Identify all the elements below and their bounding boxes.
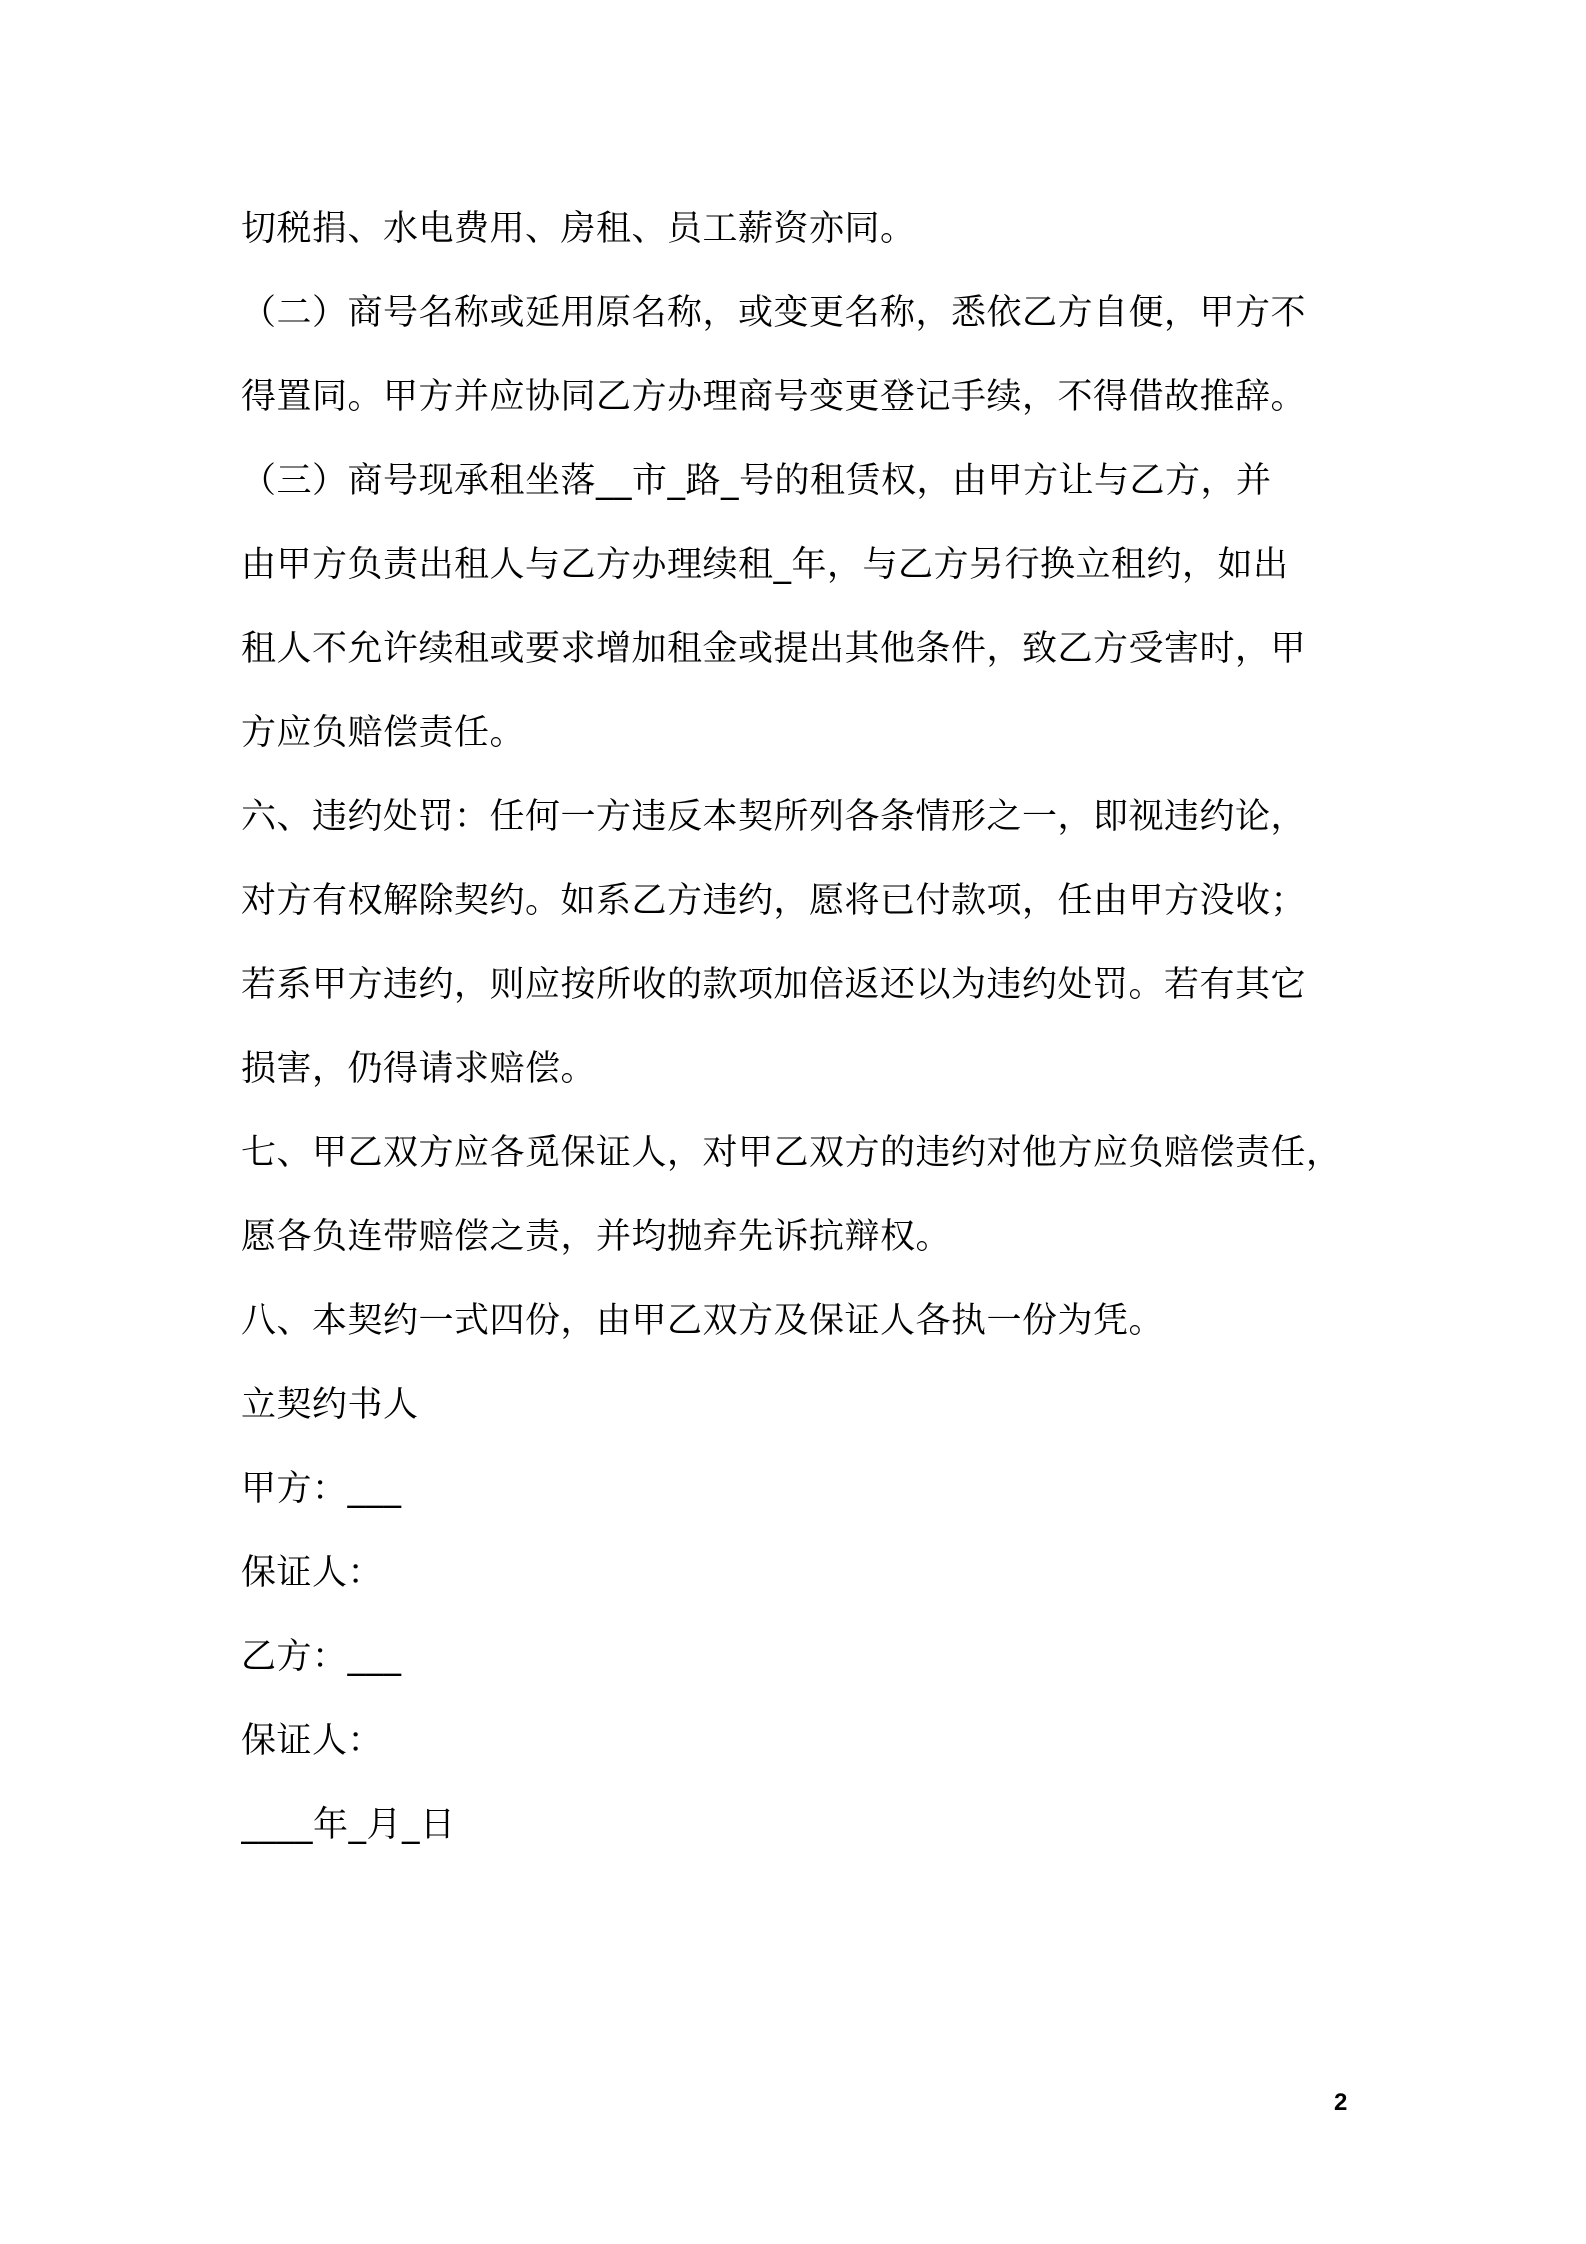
- text-line-3: 得置同。甲方并应协同乙方办理商号变更登记手续，不得借故推辞。: [241, 377, 1307, 417]
- date-line: ____年_月_日: [241, 1805, 456, 1845]
- text-line-5: 由甲方负责出租人与乙方办理续租_年，与乙方另行换立租约，如出: [241, 545, 1289, 585]
- party-a-line: 甲方：___: [241, 1469, 402, 1509]
- text-line-10: 若系甲方违约，则应按所收的款项加倍返还以为违约处罚。若有其它: [241, 965, 1307, 1005]
- page-number: 2: [1334, 2089, 1348, 2116]
- signatory-heading: 立契约书人: [241, 1385, 419, 1425]
- text-line-4: （三）商号现承租坐落__市_路_号的租赁权，由甲方让与乙方，并: [241, 461, 1272, 501]
- text-line-2: （二）商号名称或延用原名称，或变更名称，悉依乙方自便，甲方不: [241, 293, 1307, 333]
- text-line-14: 八、本契约一式四份，由甲乙双方及保证人各执一份为凭。: [241, 1301, 1165, 1341]
- text-line-11: 损害，仍得请求赔偿。: [241, 1049, 597, 1089]
- guarantor-b-line: 保证人：: [241, 1721, 384, 1761]
- text-line-7: 方应负赔偿责任。: [241, 713, 526, 753]
- text-line-8: 六、违约处罚：任何一方违反本契所列各条情形之一，即视违约论，: [241, 797, 1307, 837]
- text-line-9: 对方有权解除契约。如系乙方违约，愿将已付款项，任由甲方没收；: [241, 881, 1307, 921]
- party-b-line: 乙方：___: [241, 1637, 402, 1677]
- guarantor-a-line: 保证人：: [241, 1553, 384, 1593]
- text-line-12: 七、甲乙双方应各觅保证人，对甲乙双方的违约对他方应负赔偿责任，: [241, 1133, 1342, 1173]
- text-line-13: 愿各负连带赔偿之责，并均抛弃先诉抗辩权。: [241, 1217, 952, 1257]
- text-line-6: 租人不允许续租或要求增加租金或提出其他条件，致乙方受害时，甲: [241, 629, 1307, 669]
- text-line-1: 切税捐、水电费用、房租、员工薪资亦同。: [241, 209, 916, 249]
